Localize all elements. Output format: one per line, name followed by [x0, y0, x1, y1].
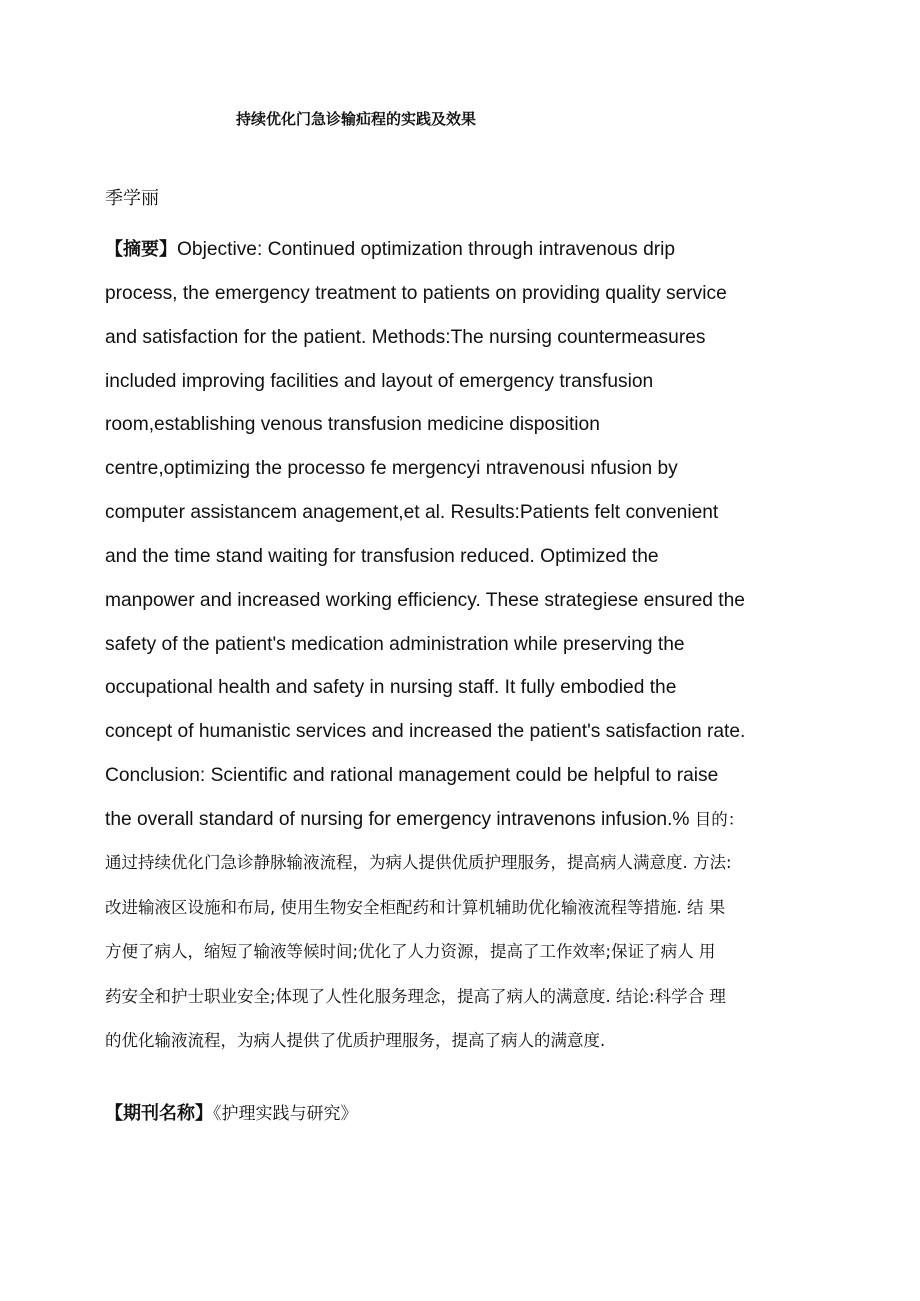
journal-label: 【期刊名称】	[105, 1103, 213, 1124]
abstract-line: and satisfaction for the patient. Methods:The nursing countermeasures	[105, 326, 706, 348]
abstract-line: room,establishing venous transfusion medicine disposition	[105, 414, 600, 436]
abstract-line	[105, 802, 825, 846]
abstract-cn-line: 药安全和护士职业安全;体现了人性化服务理念，提高了病人的满意度. 结论:科学合 理	[105, 986, 726, 1006]
abstract-cn-line: 通过持续优化门急诊静脉输液流程，为病人提供优质护理服务，提高病人满意度. 方法:	[105, 853, 732, 872]
abstract-line: safety of the patient's medication administration while preserving the	[105, 633, 685, 655]
abstract-line: and the time stand waiting for transfusion reduced. Optimized the	[105, 545, 659, 567]
abstract-cn-line: 的优化输液流程，为病人提供了优质护理服务，提高了病人的满意度.	[105, 1031, 606, 1050]
abstract-text: Objective: Continued optimization through intravenous drip	[177, 239, 676, 260]
journal-name: 《护理实践与研究》	[213, 1104, 358, 1124]
abstract-english	[105, 232, 825, 846]
document-title: 持续优化门急诊输疝程的实践及效果	[236, 110, 477, 128]
abstract-line	[105, 232, 825, 276]
abstract-line: process, the emergency treatment to patients on providing quality service	[105, 282, 727, 304]
abstract-line: occupational health and safety in nursing staff. It fully embodied the	[105, 677, 677, 699]
abstract-label: 【摘要】	[105, 239, 177, 260]
abstract-line: computer assistancem anagement,et al. Results:Patients felt convenient	[105, 502, 719, 524]
abstract-line: concept of humanistic services and increased the patient's satisfaction rate.	[105, 721, 746, 743]
abstract-cn-line: 方便了病人，缩短了输液等候时间;优化了人力资源，提高了工作效率;保证了病人 用	[105, 942, 716, 961]
abstract-cn-prefix: 目的：	[689, 809, 745, 829]
author-name: 季学丽	[105, 188, 159, 209]
abstract-cn-line: 改进输液区设施和布局, 使用生物安全柜配药和计算机辅助优化输液流程等措施. 结 果	[105, 897, 726, 917]
abstract-line: centre,optimizing the processo fe mergencyi ntravenousi nfusion by	[105, 458, 678, 480]
abstract-text: the overall standard of nursing for emergency intravenons infusion.%	[105, 808, 690, 830]
abstract-line: Conclusion: Scientific and rational management could be helpful to raise	[105, 765, 719, 787]
abstract-line: included improving facilities and layout of emergency transfusion	[105, 370, 654, 392]
abstract-line: manpower and increased working efficiency. These strategiese ensured the	[105, 589, 745, 611]
abstract-chinese	[105, 850, 825, 1073]
journal-info	[105, 1099, 358, 1125]
